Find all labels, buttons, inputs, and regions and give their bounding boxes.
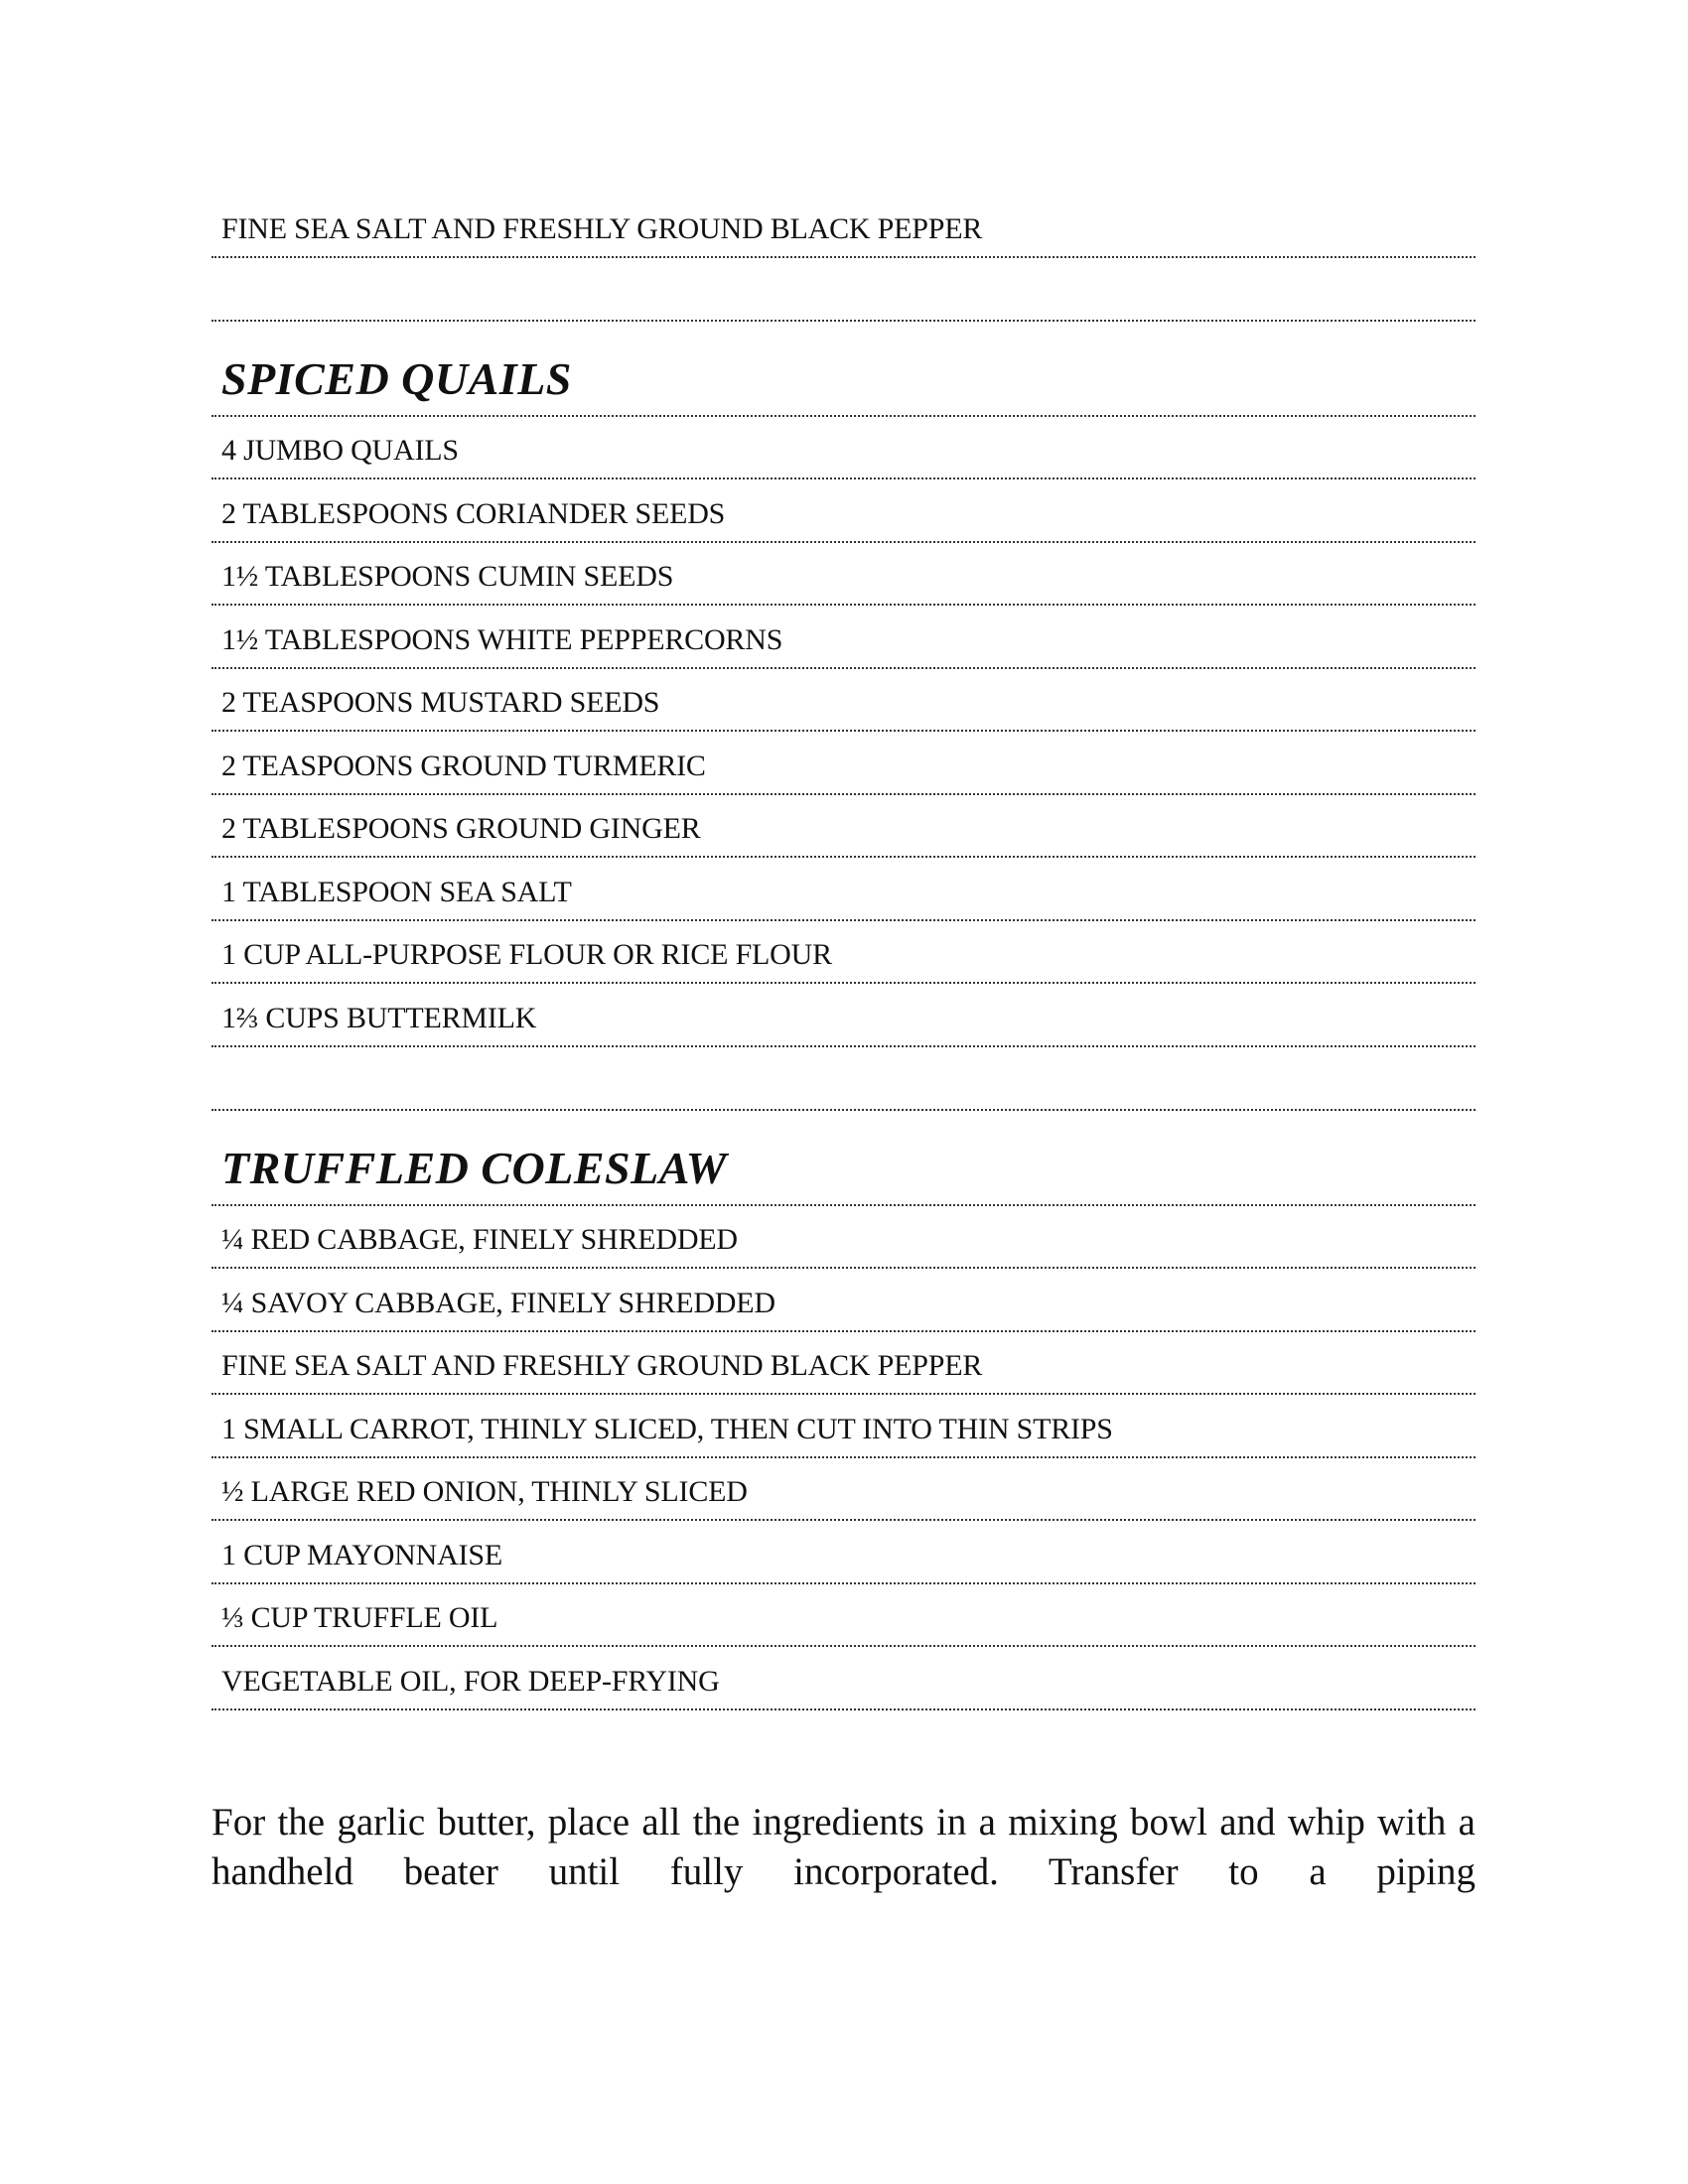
ingredient-text: VEGETABLE OIL, FOR DEEP-FRYING	[221, 1664, 720, 1698]
ingredient-text: 1⅔ CUPS BUTTERMILK	[221, 1001, 537, 1034]
section-title: TRUFFLED COLESLAW	[221, 1142, 728, 1193]
ingredient-text: 2 TABLESPOONS GROUND GINGER	[221, 812, 701, 845]
ingredient-row	[211, 1521, 1476, 1584]
ingredient-row	[211, 858, 1476, 921]
blank-row	[211, 1047, 1476, 1111]
method-paragraph: For the garlic butter, place all the ingredients in a mixing bowl and whip with a handheld beater until fully incorporated. Transfer to a piping	[211, 1800, 1476, 1893]
ingredient-text: ½ LARGE RED ONION, THINLY SLICED	[221, 1475, 748, 1508]
ingredient-text: 1½ TABLESPOONS WHITE PEPPERCORNS	[221, 622, 783, 656]
ingredient-text: FINE SEA SALT AND FRESHLY GROUND BLACK PEPPER	[221, 211, 983, 245]
ingredient-text: ⅓ CUP TRUFFLE OIL	[221, 1601, 498, 1634]
ingredient-row	[211, 669, 1476, 733]
ingredient-text: ¼ SAVOY CABBAGE, FINELY SHREDDED	[221, 1286, 775, 1319]
ingredient-text: 1½ TABLESPOONS CUMIN SEEDS	[221, 560, 674, 593]
ingredient-row	[211, 984, 1476, 1047]
ingredient-text: FINE SEA SALT AND FRESHLY GROUND BLACK PEPPER	[221, 1349, 983, 1382]
ingredient-row	[211, 795, 1476, 859]
ingredient-text: 1 CUP MAYONNAISE	[221, 1538, 502, 1571]
ingredient-row	[211, 1647, 1476, 1710]
ingredient-row	[211, 1332, 1476, 1396]
ingredient-row	[211, 195, 1476, 258]
ingredient-row	[211, 921, 1476, 985]
blank-row	[211, 258, 1476, 322]
section-heading-row	[211, 322, 1476, 417]
recipe-page	[211, 195, 1476, 1936]
section-title: SPICED QUAILS	[221, 352, 572, 404]
ingredient-row	[211, 1206, 1476, 1270]
ingredient-row	[211, 732, 1476, 795]
ingredient-text: 4 JUMBO QUAILS	[221, 434, 459, 467]
ingredient-text: 1 CUP ALL-PURPOSE FLOUR OR RICE FLOUR	[221, 938, 832, 971]
ingredient-row	[211, 1395, 1476, 1458]
ingredient-text: 1 TABLESPOON SEA SALT	[221, 875, 572, 908]
ingredient-text: 2 TEASPOONS GROUND TURMERIC	[221, 749, 706, 782]
ingredient-text: 2 TEASPOONS MUSTARD SEEDS	[221, 686, 660, 719]
ingredient-row	[211, 543, 1476, 607]
ingredient-row	[211, 1584, 1476, 1648]
ingredient-row	[211, 479, 1476, 543]
ingredient-row	[211, 417, 1476, 480]
ingredient-row	[211, 606, 1476, 669]
ingredient-text: 2 TABLESPOONS CORIANDER SEEDS	[221, 496, 726, 530]
ingredient-row	[211, 1458, 1476, 1522]
ingredient-text: ¼ RED CABBAGE, FINELY SHREDDED	[221, 1223, 738, 1256]
ingredient-row	[211, 1269, 1476, 1332]
ingredient-text: 1 SMALL CARROT, THINLY SLICED, THEN CUT INTO THIN STRIPS	[221, 1412, 1113, 1445]
section-heading-row	[211, 1111, 1476, 1206]
